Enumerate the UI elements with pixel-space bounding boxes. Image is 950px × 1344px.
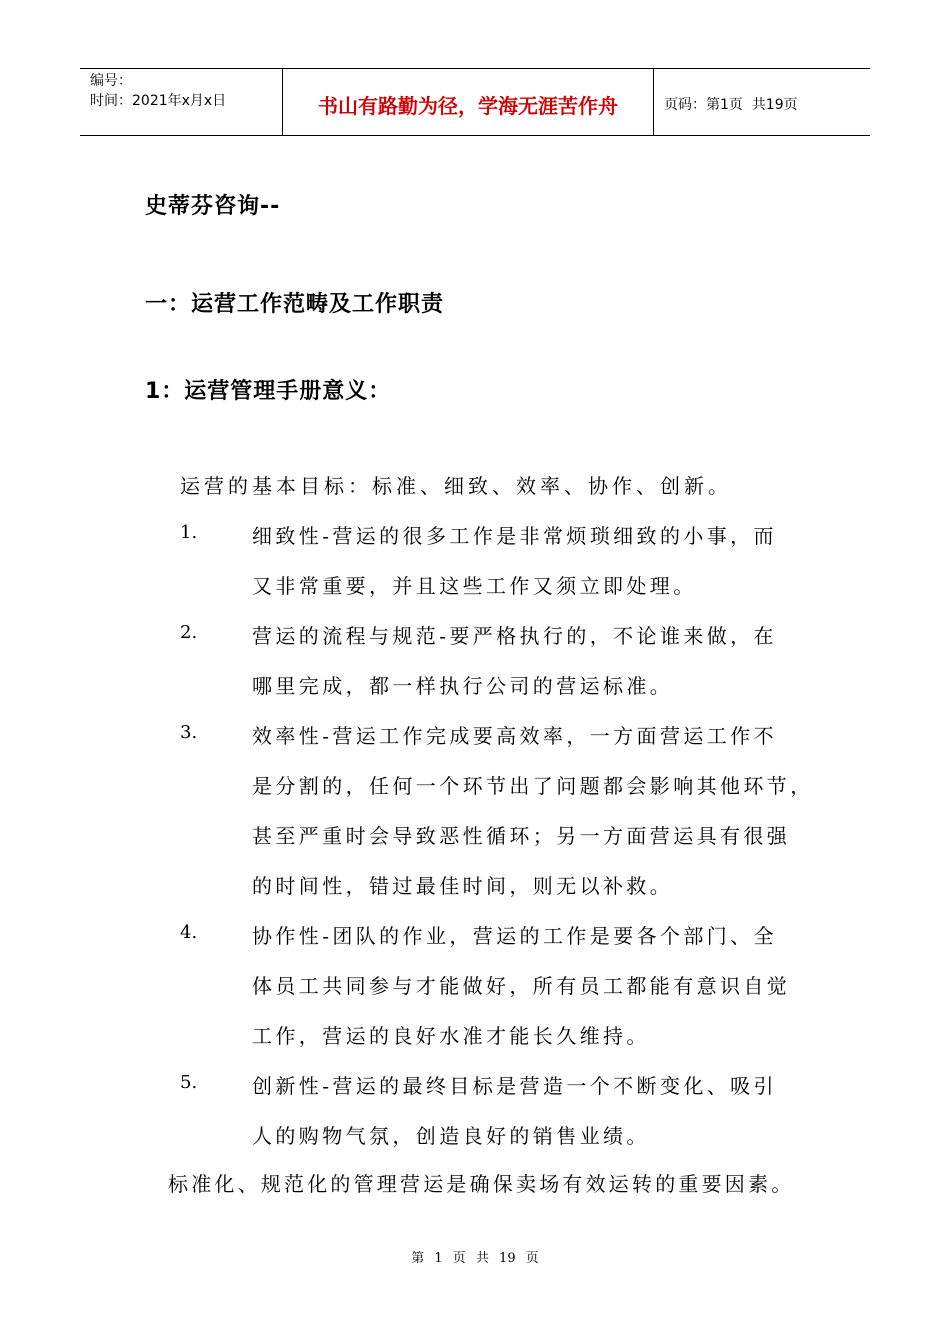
list-item-line: 创新性-营运的最终目标是营造一个不断变化、吸引 (252, 1074, 777, 1098)
subsection-heading: 1：运营管理手册意义： (145, 379, 392, 404)
list-item-line: 营运的流程与规范-要严格执行的，不论谁来做，在 (252, 624, 777, 648)
intro-paragraph: 运营的基本目标：标准、细致、效率、协作、创新。 (180, 474, 732, 498)
list-item-line: 效率性-营运工作完成要高效率，一方面营运工作不 (252, 724, 777, 748)
document-title: 史蒂芬咨询-- (145, 194, 281, 219)
list-item-line: 人的购物气氛，创造良好的销售业绩。 (252, 1124, 650, 1148)
closing-paragraph: 标准化、规范化的管理营运是确保卖场有效运转的重要因素。 (168, 1172, 795, 1196)
list-item-number: 3. (180, 722, 198, 743)
list-item-line: 的时间性，错过最佳时间，则无以补救。 (252, 874, 674, 898)
document-header (80, 68, 870, 136)
list-item-line: 体员工共同参与才能做好，所有员工都能有意识自觉 (252, 974, 791, 998)
header-motto-cell (282, 69, 654, 135)
list-item-line: 又非常重要，并且这些工作又须立即处理。 (252, 574, 697, 598)
motto-text: 书山有路勤为径，学海无涯苦作舟 (318, 93, 618, 118)
list-item-line: 细致性-营运的很多工作是非常烦琐细致的小事，而 (252, 524, 777, 548)
list-item-line: 工作，营运的良好水准才能长久维持。 (252, 1024, 650, 1048)
list-item-line: 是分割的，任何一个环节出了问题都会影响其他环节， (252, 774, 814, 798)
section-heading: 一：运营工作范畴及工作职责 (145, 292, 445, 317)
list-item-number: 1. (180, 522, 198, 543)
list-item-number: 4. (180, 922, 198, 943)
header-page-cell (654, 69, 870, 135)
list-item-line: 甚至严重时会导致恶性循环；另一方面营运具有很强 (252, 824, 791, 848)
list-item-number: 2. (180, 622, 198, 643)
page-info: 页码：第1页 共19页 (664, 97, 798, 113)
date-label: 时间：2021年x月x日 (90, 93, 227, 109)
list-item-line: 哪里完成，都一样执行公司的营运标准。 (252, 674, 674, 698)
list-item-number: 5. (180, 1072, 198, 1093)
header-meta-cell (80, 69, 282, 135)
list-item-line: 协作性-团队的作业，营运的工作是要各个部门、全 (252, 924, 777, 948)
number-label: 编号： (90, 73, 132, 89)
page-footer: 第 1 页 共 19 页 (411, 1251, 539, 1266)
